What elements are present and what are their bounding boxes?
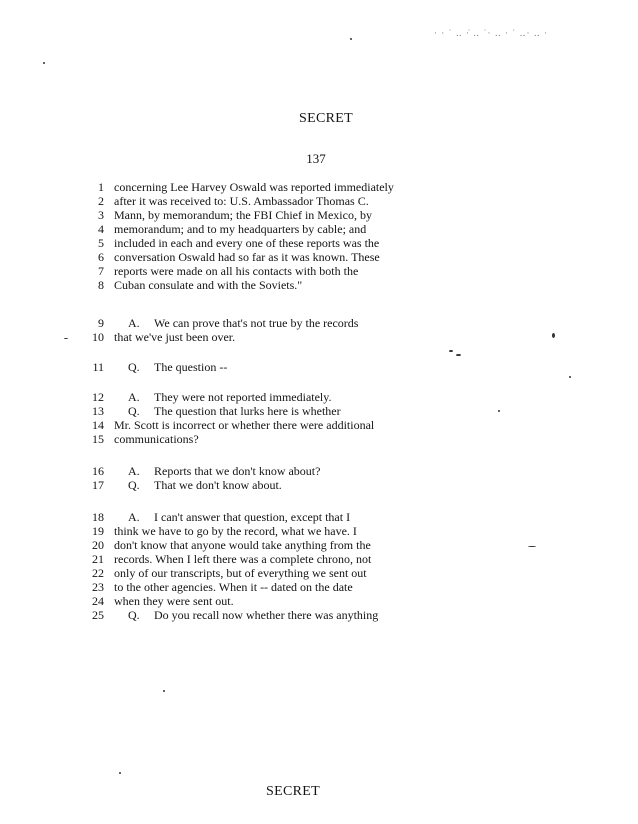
speaker-label: A. [128, 464, 140, 478]
transcript-line [84, 180, 394, 194]
transcript-line [84, 432, 199, 446]
line-number: 9 [98, 316, 104, 330]
speaker-label: A. [128, 316, 140, 330]
line-text: only of our transcripts, but of everything we sent out [114, 566, 367, 580]
line-number: 4 [98, 222, 104, 236]
line-number: 7 [98, 264, 104, 278]
line-text: to the other agencies. When it -- dated on the date [114, 580, 353, 594]
scan-speck [449, 350, 453, 352]
scan-speck [552, 333, 555, 338]
line-number: 15 [92, 432, 104, 446]
transcript-line [84, 478, 282, 492]
scan-speck [43, 62, 45, 64]
scan-artifact: · · ˙ ‥ ·̇ ‥ ˙· ‥ · ˙ ‥· ‥ · [434, 28, 548, 38]
transcript-line [84, 194, 369, 208]
line-number: 22 [92, 566, 104, 580]
transcript-line [84, 264, 358, 278]
page-number: 137 [306, 151, 326, 166]
scan-speck [456, 354, 461, 356]
transcript-line [84, 360, 227, 374]
transcript-line [84, 552, 371, 566]
scan-speck [350, 38, 352, 40]
line-text: We can prove that's not true by the records [154, 316, 359, 330]
speaker-label: Q. [128, 608, 140, 622]
speaker-label: A. [128, 510, 140, 524]
line-text: concerning Lee Harvey Oswald was reported immediately [114, 180, 394, 194]
line-number: 11 [92, 360, 104, 374]
transcript-line [84, 208, 372, 222]
line-number: 6 [98, 250, 104, 264]
line-text: The question -- [154, 360, 228, 374]
line-number: 8 [98, 278, 104, 292]
line-number: 23 [92, 580, 104, 594]
line-text: don't know that anyone would take anything from the [114, 538, 371, 552]
line-number: 18 [92, 510, 104, 524]
transcript-line [84, 390, 332, 404]
transcript-line [84, 418, 374, 432]
classification-footer: SECRET [266, 784, 320, 799]
line-text: when they were sent out. [114, 594, 234, 608]
line-text: after it was received to: U.S. Ambassador Thomas C. [114, 194, 369, 208]
line-number: 1 [98, 180, 104, 194]
transcript-line [84, 580, 353, 594]
transcript-line [84, 608, 378, 622]
transcript-line [84, 594, 234, 608]
line-number: 21 [92, 552, 104, 566]
speaker-label: Q. [128, 404, 140, 418]
line-text: conversation Oswald had so far as it was known. These [114, 250, 380, 264]
line-text: That we don't know about. [154, 478, 282, 492]
line-number: 20 [92, 538, 104, 552]
line-text: memorandum; and to my headquarters by cable; and [114, 222, 367, 236]
line-number: 16 [92, 464, 104, 478]
scan-speck [569, 376, 571, 378]
line-number: 2 [98, 194, 104, 208]
line-number: 3 [98, 208, 104, 222]
line-text: Reports that we don't know about? [154, 464, 321, 478]
transcript-line [84, 566, 367, 580]
line-text: They were not reported immediately. [154, 390, 332, 404]
line-text: The question that lurks here is whether [154, 404, 341, 418]
transcript-line [84, 250, 380, 264]
transcript-line [84, 278, 302, 292]
line-text: reports were made on all his contacts with both the [114, 264, 359, 278]
line-text: think we have to go by the record, what we have. I [114, 524, 357, 538]
line-number: 25 [92, 608, 104, 622]
scan-speck [528, 546, 536, 547]
transcript-line [84, 464, 320, 478]
line-text: records. When I left there was a complete chrono, not [114, 552, 372, 566]
line-text: I can't answer that question, except that I [154, 510, 351, 524]
line-text: included in each and every one of these reports was the [114, 236, 380, 250]
line-text: Mann, by memorandum; the FBI Chief in Mexico, by [114, 208, 372, 222]
line-number: 24 [92, 594, 104, 608]
speaker-label: Q. [128, 478, 140, 492]
transcript-line [84, 316, 358, 330]
line-text: Mr. Scott is incorrect or whether there were additional [114, 418, 375, 432]
transcript-line [84, 236, 379, 250]
line-text: Do you recall now whether there was anything [154, 608, 379, 622]
line-number: 14 [92, 418, 104, 432]
classification-header: SECRET [299, 111, 353, 126]
line-number: 19 [92, 524, 104, 538]
line-text: Cuban consulate and with the Soviets." [114, 278, 303, 292]
speaker-label: Q. [128, 360, 140, 374]
scan-speck [498, 410, 500, 412]
line-text: communications? [114, 432, 199, 446]
speaker-label: A. [128, 390, 140, 404]
scan-speck [64, 338, 68, 339]
line-number: 13 [92, 404, 104, 418]
transcript-line [84, 222, 366, 236]
line-number: 12 [92, 390, 104, 404]
transcript-line [84, 330, 235, 344]
transcript-line [84, 524, 357, 538]
line-text: that we've just been over. [114, 330, 236, 344]
transcript-line [84, 510, 350, 524]
scan-speck [119, 772, 121, 774]
scan-speck [163, 690, 165, 692]
line-number: 10 [92, 330, 104, 344]
line-number: 17 [92, 478, 104, 492]
transcript-line [84, 538, 371, 552]
line-number: 5 [98, 236, 104, 250]
transcript-line [84, 404, 341, 418]
